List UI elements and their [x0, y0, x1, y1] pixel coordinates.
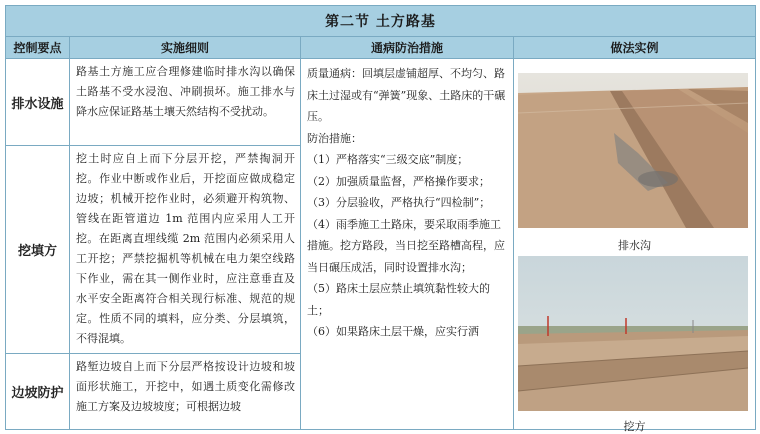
- measure-line: （4）雨季施工土路床，要采取雨季施工措施。挖方路段，当日挖至路槽高程，应当日碾压成活，同时设置排水沟；: [307, 217, 505, 274]
- row-key-slope-protection: 边坡防护: [6, 354, 70, 430]
- header-control-points: 控制要点: [6, 37, 70, 59]
- example-caption-excavation: 挖方: [623, 420, 646, 433]
- measure-line: （5）路床土层应禁止填筑黏性较大的土；: [307, 282, 490, 317]
- row-detail-slope-protection: [70, 354, 301, 430]
- examples-cell: [514, 59, 756, 433]
- measure-line: 防治措施：: [307, 131, 362, 145]
- excavation-photo: [518, 256, 748, 411]
- row-detail-drainage-text: 路基土方施工应合理修建临时排水沟以确保土路基不受水浸泡、冲刷损坏。施工排水与降水应保证路基土壤天然结构不受扰动。: [76, 65, 295, 118]
- header-prevention-measures: 通病防治措施: [301, 37, 514, 59]
- construction-spec-table: [5, 5, 756, 433]
- header-implementation-details: 实施细则: [70, 37, 301, 59]
- row-detail-cut-fill-text: 挖土时应自上而下分层开挖，严禁掏洞开挖。作业中断或作业后，开挖面应做成稳定边坡；机械开挖作业时，必须避开构筑物、管线在距管道边 1m 范围内应采用人工开挖。在距离直埋线缆 2m 范围内必须采用人工开挖；严禁挖掘机等机械在电力架空线路下作业，需在其一侧作业时，应注意垂直及水平安全距离符合相关现行标准、规范的规定。性质不同的填料，应分类、分层填筑，不得混填。: [76, 152, 295, 345]
- prevention-measures-text: [307, 63, 508, 403]
- measure-line: （3）分层验收，严格执行“四检制”；: [307, 196, 491, 209]
- measure-line: 质量通病：回填层虚铺超厚、不均匀、路床土过湿或有“弹簧”现象、土路床的干碾压。: [307, 67, 506, 123]
- row-detail-drainage: [70, 59, 301, 146]
- drainage-ditch-photo: [518, 73, 748, 228]
- measure-line: （6）如果路床土层干燥，应实行洒: [307, 325, 479, 338]
- row-detail-slope-protection-text: 路堑边坡自上而下分层严格按设计边坡和坡面形状施工，开挖中，如遇土质变化需修改施工方案及边坡坡度；可根据边坡: [76, 360, 295, 413]
- row-detail-cut-fill: [70, 146, 301, 354]
- measure-line: （1）严格落实“三级交底”制度；: [307, 153, 469, 166]
- row-key-drainage: 排水设施: [6, 59, 70, 146]
- example-caption-drainage: 排水沟: [618, 239, 651, 252]
- section-title: 第二节 土方路基: [6, 6, 756, 37]
- row-key-cut-fill: 挖填方: [6, 146, 70, 354]
- prevention-measures-cell: [301, 59, 514, 430]
- header-examples: 做法实例: [514, 37, 756, 59]
- measure-line: （2）加强质量监督，严格操作要求；: [307, 174, 490, 188]
